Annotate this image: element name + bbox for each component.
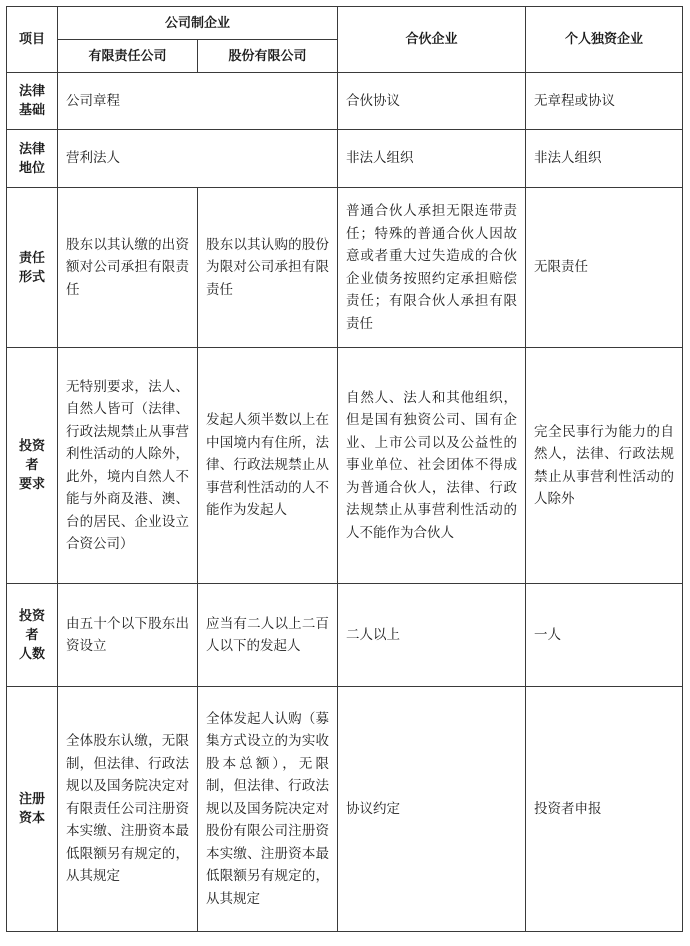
cell-joint-stock: 应当有二人以上二百人以下的发起人 [198,584,338,687]
cell-sole: 无章程或协议 [526,73,683,130]
row-label: 法律 基础 [7,73,58,130]
header-row [7,7,683,40]
cell-partnership: 合伙协议 [338,73,526,130]
cell-partnership: 协议约定 [338,687,526,932]
table-row [7,188,683,348]
cell-llc: 由五十个以下股东出资设立 [58,584,198,687]
row-label: 投资 者 要求 [7,348,58,584]
header-joint-stock: 股份有限公司 [198,40,338,73]
header-llc: 有限责任公司 [58,40,198,73]
cell-sole: 无限责任 [526,188,683,348]
cell-joint-stock: 发起人须半数以上在中国境内有住所，法律、行政法规禁止从事营利性活动的人不能作为发起人 [198,348,338,584]
row-label: 注册 资本 [7,687,58,932]
header-sole-proprietorship: 个人独资企业 [526,7,683,73]
row-label: 投资 者 人数 [7,584,58,687]
cell-joint-stock: 股东以其认购的股份为限对公司承担有限责任 [198,188,338,348]
row-label: 法律 地位 [7,130,58,188]
cell-llc: 股东以其认缴的出资额对公司承担有限责任 [58,188,198,348]
row-label: 责任 形式 [7,188,58,348]
cell-partnership: 二人以上 [338,584,526,687]
cell-partnership: 自然人、法人和其他组织，但是国有独资公司、国有企业、上市公司以及公益性的事业单位、社会团体不得成为普通合伙人，法律、行政法规禁止从事营利性活动的人不能作为合伙人 [338,348,526,584]
table-row [7,348,683,584]
table-row [7,584,683,687]
cell-partnership: 非法人组织 [338,130,526,188]
table-row [7,687,683,932]
cell-llc: 无特别要求，法人、自然人皆可（法律、行政法规禁止从事营利性活动的人除外，此外，境内自然人不能与外商及港、澳、台的居民、企业设立合资公司） [58,348,198,584]
header-partnership: 合伙企业 [338,7,526,73]
header-company-group: 公司制企业 [58,7,338,40]
cell-joint-stock: 全体发起人认购（募集方式设立的为实收股本总额），无限制，但法律、行政法规以及国务院决定对股份有限公司注册资本实缴、注册资本最低限额另有规定的，从其规定 [198,687,338,932]
cell-sole: 非法人组织 [526,130,683,188]
table-row [7,73,683,130]
cell-company: 营利法人 [58,130,338,188]
cell-sole: 完全民事行为能力的自然人，法律、行政法规禁止从事营利性活动的人除外 [526,348,683,584]
enterprise-comparison-table [6,6,683,932]
cell-sole: 一人 [526,584,683,687]
cell-llc: 全体股东认缴，无限制，但法律、行政法规以及国务院决定对有限责任公司注册资本实缴、注册资本最低限额另有规定的，从其规定 [58,687,198,932]
cell-company: 公司章程 [58,73,338,130]
cell-sole: 投资者申报 [526,687,683,932]
cell-partnership: 普通合伙人承担无限连带责任；特殊的普通合伙人因故意或者重大过失造成的合伙企业债务按照约定承担赔偿责任；有限合伙人承担有限责任 [338,188,526,348]
table-row [7,130,683,188]
header-item: 项目 [7,7,58,73]
